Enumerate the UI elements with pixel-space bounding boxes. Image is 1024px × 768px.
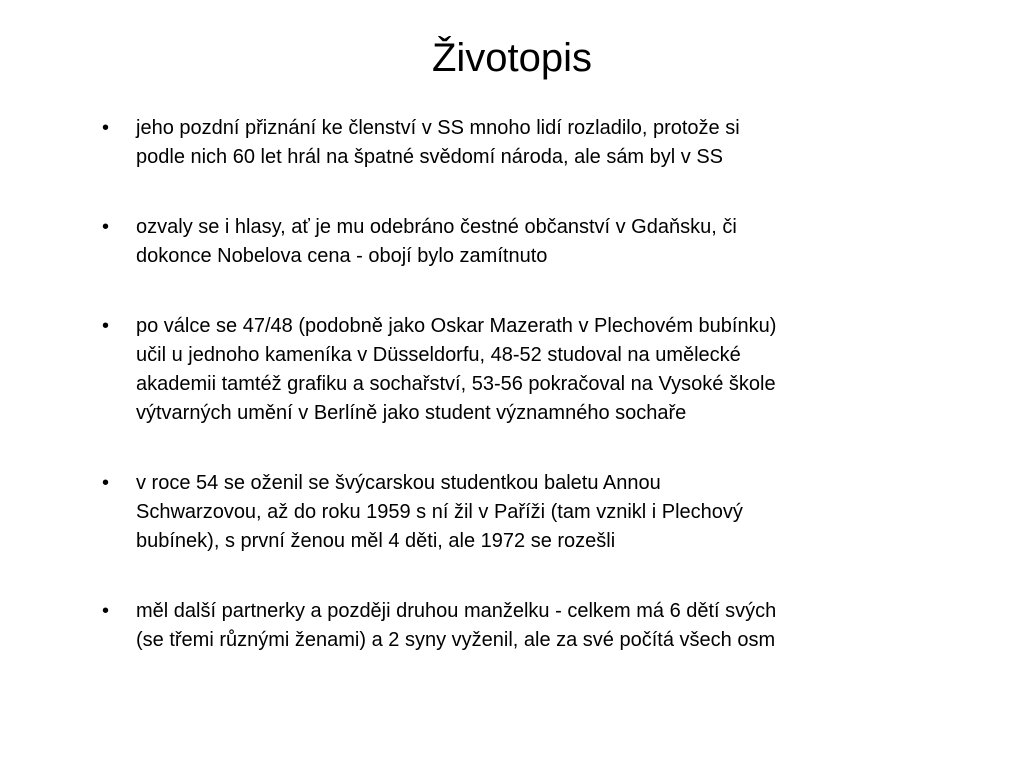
bullet-icon: •: [102, 472, 110, 494]
bullet-icon: •: [102, 315, 110, 337]
bullet-line: po válce se 47/48 (podobně jako Oskar Mazerath v Plechovém bubínku): [136, 315, 777, 337]
bullet-line: jeho pozdní přiznání ke členství v SS mnoho lidí rozladilo, protože si: [136, 117, 740, 139]
bullet-line: podle nich 60 let hrál na špatné svědomí národa, ale sám byl v SS: [136, 146, 724, 168]
bullet-line: akademii tamtéž grafiku a sochařství, 53-56 pokračoval na Vysoké škole: [136, 373, 776, 395]
bullet-icon: •: [102, 600, 110, 622]
bullet-line: výtvarných umění v Berlíně jako student významného sochaře: [136, 402, 687, 424]
slide-title: Životopis: [431, 36, 593, 80]
bullet-list: [100, 114, 920, 696]
bullet-item: [100, 213, 920, 271]
bullet-icon: •: [102, 216, 110, 238]
bullet-item: [100, 312, 920, 428]
bullet-line: v roce 54 se oženil se švýcarskou studentkou baletu Annou: [136, 472, 661, 494]
bullet-line: učil u jednoho kameníka v Düsseldorfu, 48-52 studoval na umělecké: [136, 344, 741, 366]
bullet-line: (se třemi různými ženami) a 2 syny vyženil, ale za své počítá všech osm: [136, 629, 776, 651]
bullet-icon: •: [102, 117, 110, 139]
bullet-item: [100, 114, 920, 172]
bullet-line: dokonce Nobelova cena - obojí bylo zamítnuto: [136, 245, 548, 267]
bullet-line: bubínek), s první ženou měl 4 děti, ale 1972 se rozešli: [136, 530, 616, 552]
bullet-item: [100, 469, 920, 556]
bullet-line: Schwarzovou, až do roku 1959 s ní žil v Paříži (tam vznikl i Plechový: [136, 501, 743, 523]
bullet-item: [100, 597, 920, 655]
bullet-line: měl další partnerky a později druhou manželku - celkem má 6 dětí svých: [136, 600, 777, 622]
bullet-line: ozvaly se i hlasy, ať je mu odebráno čestné občanství v Gdaňsku, či: [136, 216, 737, 238]
